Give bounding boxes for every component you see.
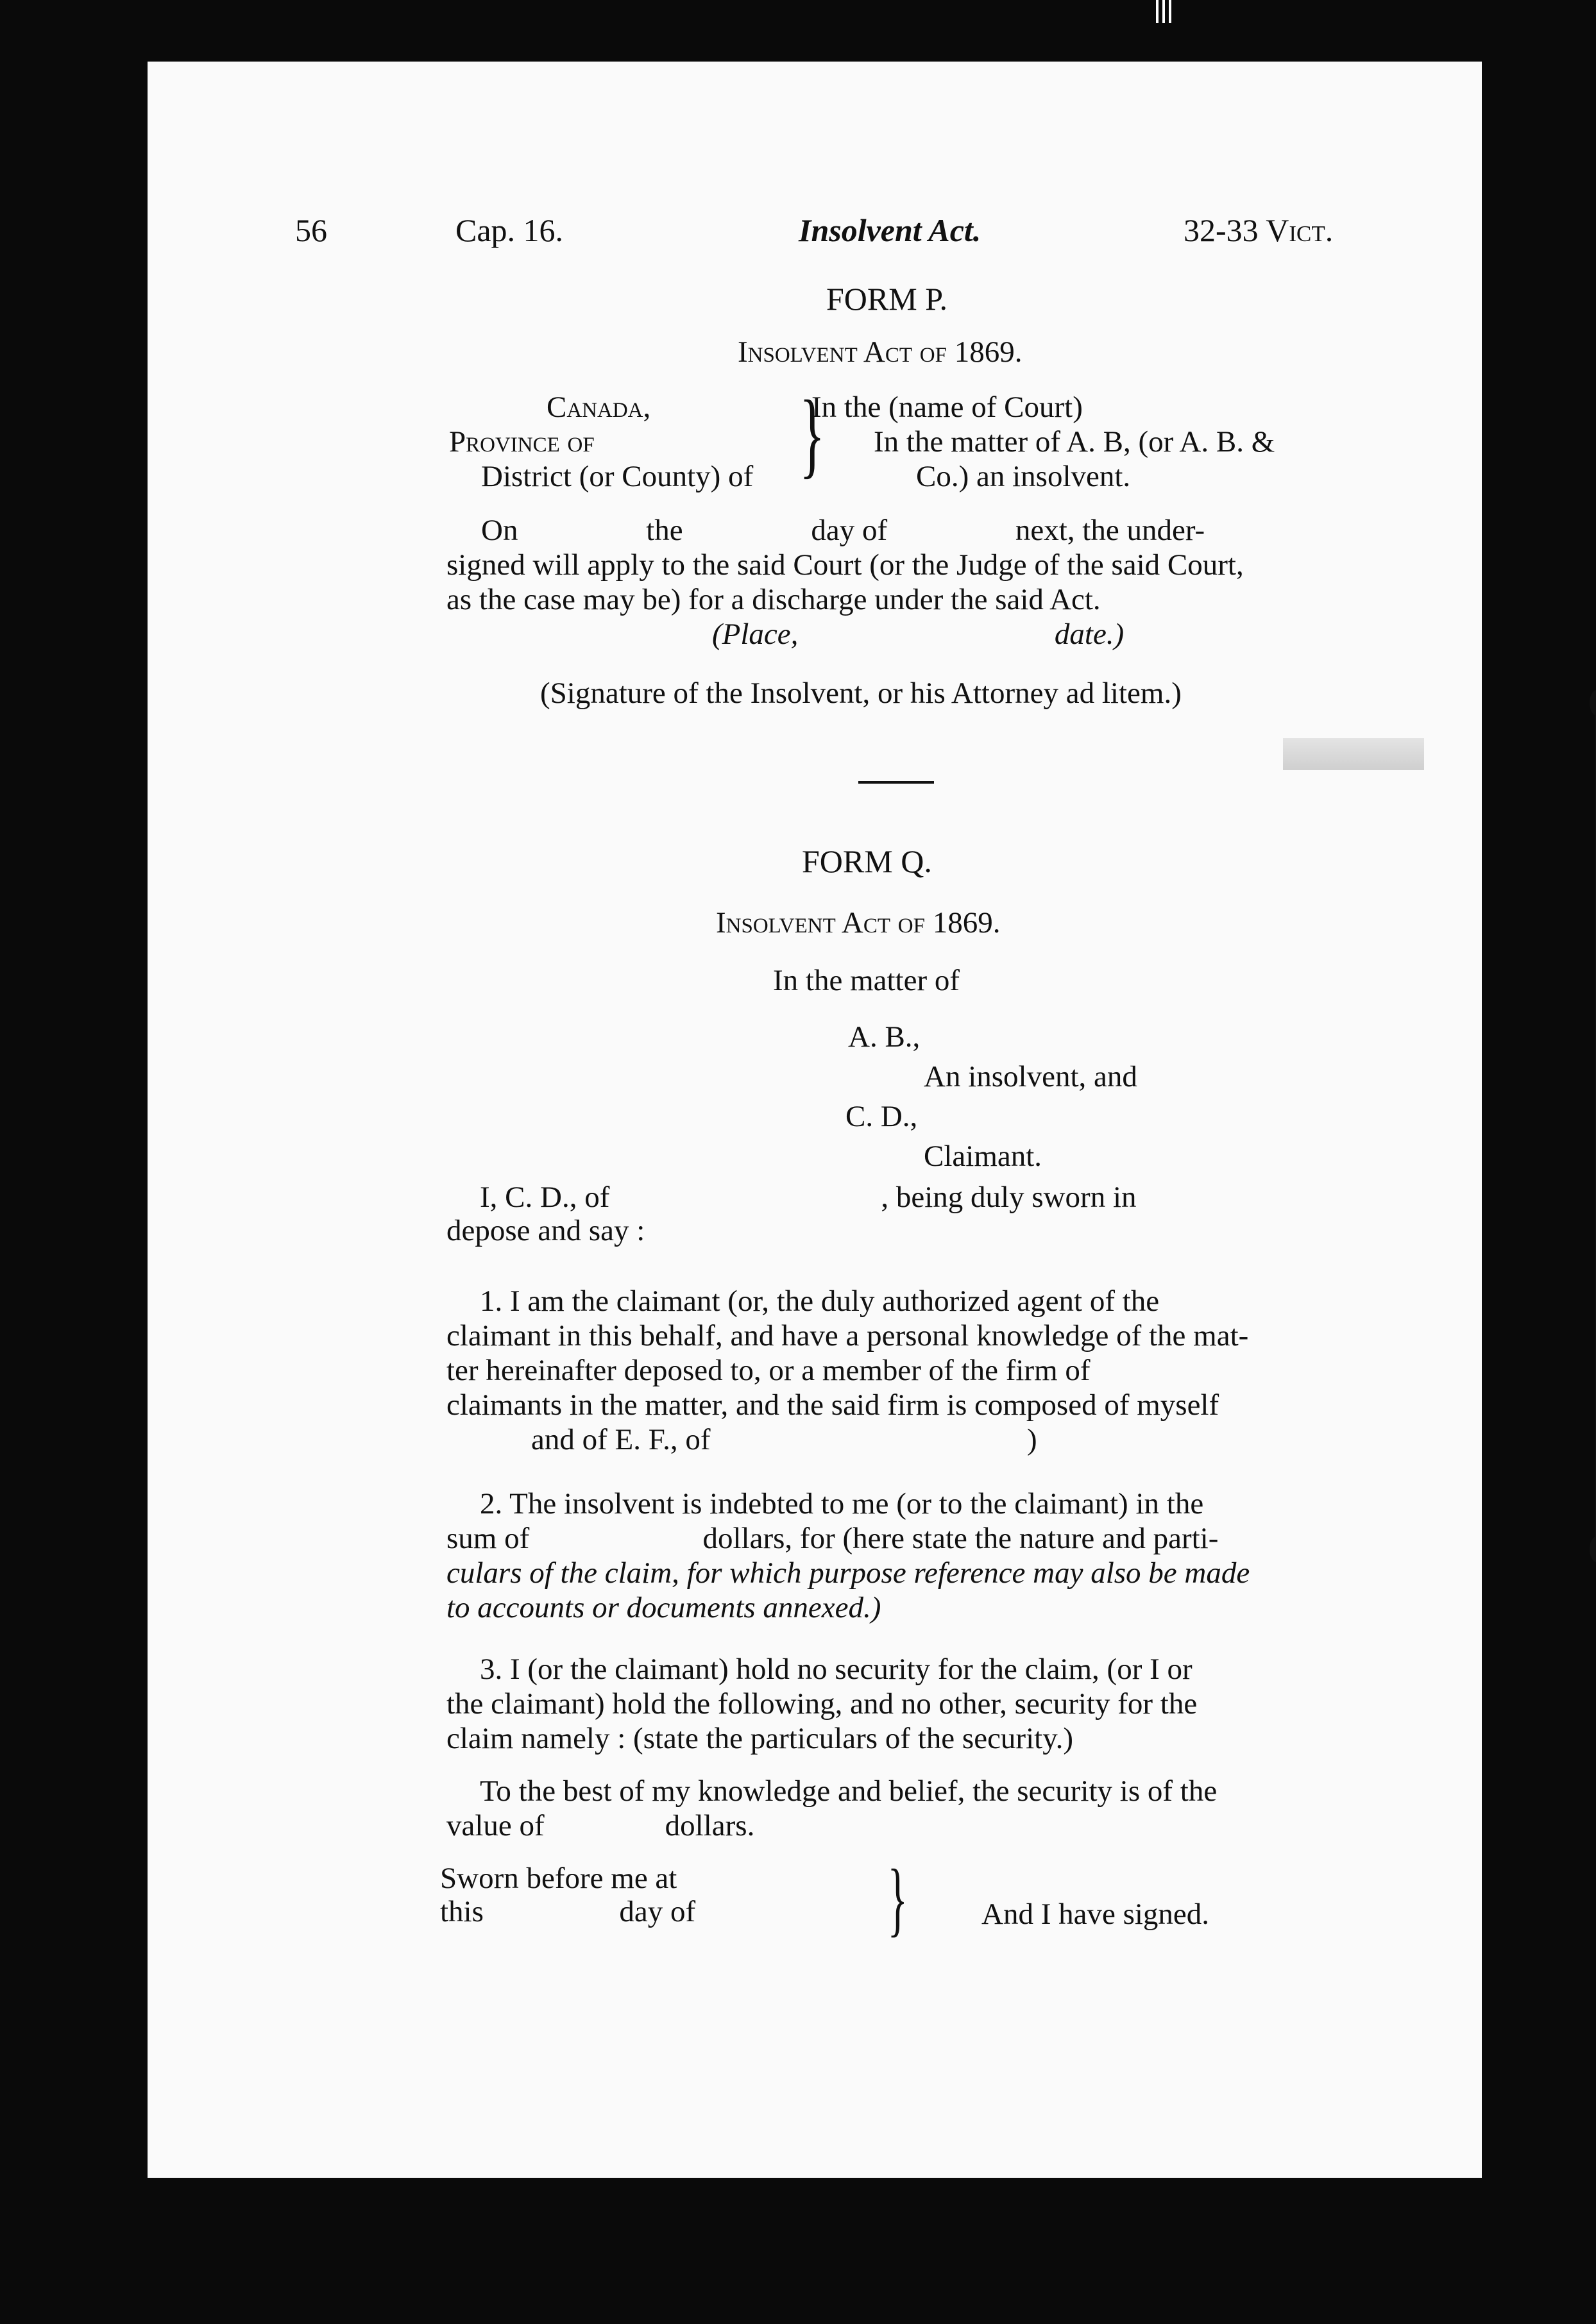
oath-line-1: I, C. D., of , being duly sworn in	[480, 1181, 1137, 1214]
belief-line: To the best of my knowledge and belief, the security is of the	[480, 1774, 1218, 1808]
claimant-label: Claimant.	[924, 1140, 1042, 1173]
party-cd: C. D.,	[845, 1100, 918, 1133]
para3-line: 3. I (or the claimant) hold no security for the claim, (or I or	[480, 1653, 1193, 1686]
notice-line-3: as the case may be) for a discharge under the said Act.	[446, 583, 1101, 616]
notice-line-2: signed will apply to the said Court (or the Judge of the said Court,	[446, 548, 1244, 582]
signature-line: (Signature of the Insolvent, or his Attorney ad litem.)	[540, 677, 1182, 710]
para2-line: culars of the claim, for which purpose reference may also be made	[446, 1556, 1250, 1590]
chapter-label: Cap. 16.	[455, 212, 564, 248]
place-province: Province of	[449, 425, 595, 459]
para2-line: sum of dollars, for (here state the nature and parti-	[446, 1522, 1219, 1555]
binding-mark	[1590, 1537, 1596, 1562]
section-divider	[858, 781, 934, 784]
crop-mark	[1169, 0, 1171, 23]
form-p-act-title: Insolvent Act of 1869.	[738, 335, 1023, 369]
binding-mark	[1590, 690, 1596, 716]
place-date-line: (Place, date.)	[712, 618, 1125, 651]
matter-line-1: In the matter of A. B, (or A. B. &	[874, 425, 1275, 459]
notice-line-1: On the day of next, the under-	[481, 514, 1205, 547]
brace-icon: }	[887, 1853, 908, 1945]
insolvent-and: An insolvent, and	[924, 1060, 1137, 1093]
document-page	[148, 62, 1482, 2178]
matter-of: In the matter of	[773, 964, 960, 997]
crop-mark	[1156, 0, 1159, 23]
form-p-heading: FORM P.	[826, 281, 947, 317]
place-canada: Canada,	[547, 391, 651, 424]
para1-line: and of E. F., of )	[531, 1423, 1037, 1456]
court-line: In the (name of Court)	[811, 391, 1083, 424]
place-district: District (or County) of	[481, 460, 754, 493]
para3-line: claim namely : (state the particulars of the security.)	[446, 1722, 1074, 1755]
para2-line: 2. The insolvent is indebted to me (or to the claimant) in the	[480, 1487, 1204, 1520]
page-number: 56	[295, 212, 327, 248]
scan-smudge	[1283, 738, 1424, 770]
form-q-act-title: Insolvent Act of 1869.	[716, 906, 1001, 939]
sworn-line-2: this day of	[440, 1895, 696, 1928]
para2-line: to accounts or documents annexed.)	[446, 1591, 881, 1624]
party-ab: A. B.,	[848, 1020, 921, 1054]
form-q-heading: FORM Q.	[802, 843, 932, 879]
oath-line-2: depose and say :	[446, 1214, 645, 1247]
para1-line: claimants in the matter, and the said firm is composed of myself	[446, 1388, 1219, 1422]
regnal-year: 32-33 Vict.	[1184, 212, 1334, 248]
belief-line: value of dollars.	[446, 1809, 755, 1842]
crop-mark	[1162, 0, 1165, 23]
para1-line: 1. I am the claimant (or, the duly authorized agent of the	[480, 1284, 1160, 1318]
para3-line: the claimant) hold the following, and no other, security for the	[446, 1687, 1198, 1721]
matter-line-2: Co.) an insolvent.	[916, 460, 1131, 493]
sworn-line-1: Sworn before me at	[440, 1862, 677, 1895]
running-title: Insolvent Act.	[799, 212, 981, 248]
para1-line: claimant in this behalf, and have a personal knowledge of the mat-	[446, 1319, 1249, 1352]
signed-line: And I have signed.	[981, 1898, 1210, 1931]
brace-icon: }	[799, 381, 825, 487]
para1-line: ter hereinafter deposed to, or a member of the firm of	[446, 1354, 1091, 1387]
